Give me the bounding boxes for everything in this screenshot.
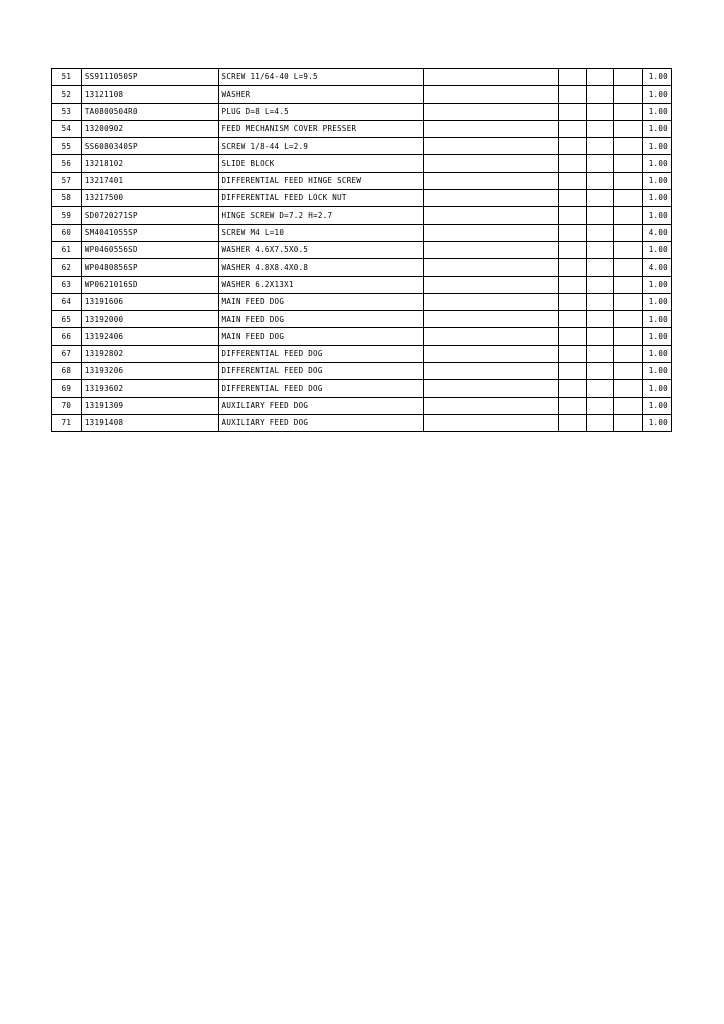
blank-cell (586, 380, 614, 397)
quantity-cell: 1.00 (643, 172, 672, 189)
blank-cell (586, 120, 614, 137)
blank-cell (586, 397, 614, 414)
blank-cell (586, 414, 614, 431)
part-number-cell: 13192000 (81, 311, 218, 328)
blank-cell (614, 172, 643, 189)
blank-cell (424, 241, 559, 258)
table-row (52, 311, 672, 328)
part-number-cell: 13217500 (81, 190, 218, 207)
blank-cell (614, 328, 643, 345)
blank-cell (558, 172, 586, 189)
description-cell: AUXILIARY FEED DOG (218, 397, 424, 414)
part-number-cell: 13121108 (81, 86, 218, 103)
blank-cell (614, 259, 643, 276)
quantity-cell: 1.00 (643, 276, 672, 293)
item-number-cell: 61 (52, 241, 82, 258)
table-row (52, 69, 672, 86)
table-row (52, 363, 672, 380)
description-cell: WASHER (218, 86, 424, 103)
blank-cell (614, 293, 643, 310)
table-row (52, 259, 672, 276)
blank-cell (586, 103, 614, 120)
item-number-cell: 56 (52, 155, 82, 172)
quantity-cell: 1.00 (643, 380, 672, 397)
quantity-cell: 4.00 (643, 259, 672, 276)
part-number-cell: 13191606 (81, 293, 218, 310)
item-number-cell: 53 (52, 103, 82, 120)
table-row (52, 345, 672, 362)
parts-table-body (52, 69, 672, 432)
item-number-cell: 63 (52, 276, 82, 293)
blank-cell (586, 293, 614, 310)
table-row (52, 172, 672, 189)
blank-cell (424, 293, 559, 310)
blank-cell (614, 241, 643, 258)
table-row (52, 190, 672, 207)
blank-cell (558, 259, 586, 276)
item-number-cell: 67 (52, 345, 82, 362)
item-number-cell: 66 (52, 328, 82, 345)
blank-cell (558, 155, 586, 172)
quantity-cell: 1.00 (643, 120, 672, 137)
blank-cell (586, 363, 614, 380)
part-number-cell: 13192802 (81, 345, 218, 362)
blank-cell (558, 414, 586, 431)
blank-cell (558, 380, 586, 397)
blank-cell (586, 86, 614, 103)
part-number-cell: WP0621016SD (81, 276, 218, 293)
blank-cell (586, 241, 614, 258)
blank-cell (586, 345, 614, 362)
item-number-cell: 70 (52, 397, 82, 414)
quantity-cell: 1.00 (643, 363, 672, 380)
item-number-cell: 71 (52, 414, 82, 431)
item-number-cell: 58 (52, 190, 82, 207)
table-row (52, 241, 672, 258)
blank-cell (586, 328, 614, 345)
quantity-cell: 1.00 (643, 241, 672, 258)
item-number-cell: 57 (52, 172, 82, 189)
blank-cell (586, 224, 614, 241)
blank-cell (424, 397, 559, 414)
part-number-cell: SS9111050SP (81, 69, 218, 86)
quantity-cell: 1.00 (643, 293, 672, 310)
blank-cell (424, 155, 559, 172)
description-cell: DIFFERENTIAL FEED DOG (218, 363, 424, 380)
description-cell: SCREW M4 L=10 (218, 224, 424, 241)
blank-cell (558, 103, 586, 120)
blank-cell (614, 103, 643, 120)
blank-cell (614, 155, 643, 172)
blank-cell (558, 138, 586, 155)
quantity-cell: 1.00 (643, 190, 672, 207)
blank-cell (424, 311, 559, 328)
part-number-cell: 13192406 (81, 328, 218, 345)
item-number-cell: 54 (52, 120, 82, 137)
table-row (52, 380, 672, 397)
description-cell: WASHER 4.6X7.5X0.5 (218, 241, 424, 258)
item-number-cell: 51 (52, 69, 82, 86)
blank-cell (614, 207, 643, 224)
blank-cell (424, 207, 559, 224)
blank-cell (424, 172, 559, 189)
blank-cell (614, 311, 643, 328)
description-cell: HINGE SCREW D=7.2 H=2.7 (218, 207, 424, 224)
blank-cell (614, 190, 643, 207)
blank-cell (614, 276, 643, 293)
description-cell: MAIN FEED DOG (218, 328, 424, 345)
blank-cell (614, 397, 643, 414)
blank-cell (614, 414, 643, 431)
table-row (52, 397, 672, 414)
blank-cell (424, 380, 559, 397)
blank-cell (558, 86, 586, 103)
part-number-cell: SD0720271SP (81, 207, 218, 224)
description-cell: SCREW 11/64-40 L=9.5 (218, 69, 424, 86)
part-number-cell: TA0800504R0 (81, 103, 218, 120)
blank-cell (558, 224, 586, 241)
quantity-cell: 1.00 (643, 311, 672, 328)
item-number-cell: 65 (52, 311, 82, 328)
quantity-cell: 1.00 (643, 414, 672, 431)
table-row (52, 293, 672, 310)
quantity-cell: 1.00 (643, 86, 672, 103)
blank-cell (614, 69, 643, 86)
description-cell: SLIDE BLOCK (218, 155, 424, 172)
part-number-cell: WP0460556SD (81, 241, 218, 258)
quantity-cell: 4.00 (643, 224, 672, 241)
description-cell: DIFFERENTIAL FEED DOG (218, 380, 424, 397)
blank-cell (424, 345, 559, 362)
item-number-cell: 64 (52, 293, 82, 310)
quantity-cell: 1.00 (643, 328, 672, 345)
blank-cell (586, 69, 614, 86)
blank-cell (614, 138, 643, 155)
part-number-cell: 13217401 (81, 172, 218, 189)
description-cell: AUXILIARY FEED DOG (218, 414, 424, 431)
description-cell: DIFFERENTIAL FEED HINGE SCREW (218, 172, 424, 189)
table-row (52, 103, 672, 120)
item-number-cell: 52 (52, 86, 82, 103)
table-row (52, 276, 672, 293)
blank-cell (558, 120, 586, 137)
part-number-cell: 13191309 (81, 397, 218, 414)
item-number-cell: 69 (52, 380, 82, 397)
blank-cell (586, 276, 614, 293)
blank-cell (558, 311, 586, 328)
blank-cell (424, 259, 559, 276)
item-number-cell: 62 (52, 259, 82, 276)
blank-cell (586, 172, 614, 189)
part-number-cell: 13218102 (81, 155, 218, 172)
blank-cell (614, 363, 643, 380)
description-cell: WASHER 4.8X8.4X0.8 (218, 259, 424, 276)
item-number-cell: 59 (52, 207, 82, 224)
blank-cell (558, 397, 586, 414)
blank-cell (424, 69, 559, 86)
blank-cell (558, 363, 586, 380)
description-cell: PLUG D=8 L=4.5 (218, 103, 424, 120)
table-row (52, 328, 672, 345)
description-cell: DIFFERENTIAL FEED LOCK NUT (218, 190, 424, 207)
table-row (52, 207, 672, 224)
blank-cell (586, 259, 614, 276)
part-number-cell: SS6080340SP (81, 138, 218, 155)
part-number-cell: 13200902 (81, 120, 218, 137)
blank-cell (424, 224, 559, 241)
table-row (52, 120, 672, 137)
blank-cell (586, 190, 614, 207)
blank-cell (614, 120, 643, 137)
table-row (52, 155, 672, 172)
blank-cell (424, 120, 559, 137)
description-cell: FEED MECHANISM COVER PRESSER (218, 120, 424, 137)
description-cell: SCREW 1/8-44 L=2.9 (218, 138, 424, 155)
quantity-cell: 1.00 (643, 207, 672, 224)
part-number-cell: WP0480856SP (81, 259, 218, 276)
part-number-cell: 13191408 (81, 414, 218, 431)
part-number-cell: 13193206 (81, 363, 218, 380)
item-number-cell: 55 (52, 138, 82, 155)
quantity-cell: 1.00 (643, 103, 672, 120)
blank-cell (424, 86, 559, 103)
blank-cell (614, 345, 643, 362)
description-cell: MAIN FEED DOG (218, 311, 424, 328)
blank-cell (424, 363, 559, 380)
blank-cell (558, 207, 586, 224)
description-cell: WASHER 6.2X13X1 (218, 276, 424, 293)
item-number-cell: 60 (52, 224, 82, 241)
blank-cell (424, 414, 559, 431)
blank-cell (586, 155, 614, 172)
blank-cell (424, 138, 559, 155)
quantity-cell: 1.00 (643, 397, 672, 414)
blank-cell (424, 103, 559, 120)
blank-cell (558, 276, 586, 293)
blank-cell (424, 328, 559, 345)
table-row (52, 414, 672, 431)
description-cell: DIFFERENTIAL FEED DOG (218, 345, 424, 362)
blank-cell (614, 380, 643, 397)
blank-cell (614, 86, 643, 103)
item-number-cell: 68 (52, 363, 82, 380)
table-row (52, 86, 672, 103)
quantity-cell: 1.00 (643, 138, 672, 155)
table-row (52, 138, 672, 155)
part-number-cell: SM4041055SP (81, 224, 218, 241)
blank-cell (424, 276, 559, 293)
table-row (52, 224, 672, 241)
blank-cell (614, 224, 643, 241)
blank-cell (586, 138, 614, 155)
blank-cell (558, 345, 586, 362)
blank-cell (558, 190, 586, 207)
description-cell: MAIN FEED DOG (218, 293, 424, 310)
blank-cell (586, 207, 614, 224)
blank-cell (558, 293, 586, 310)
blank-cell (558, 328, 586, 345)
blank-cell (558, 69, 586, 86)
part-number-cell: 13193602 (81, 380, 218, 397)
quantity-cell: 1.00 (643, 155, 672, 172)
quantity-cell: 1.00 (643, 69, 672, 86)
blank-cell (586, 311, 614, 328)
blank-cell (424, 190, 559, 207)
parts-table (51, 68, 672, 432)
blank-cell (558, 241, 586, 258)
quantity-cell: 1.00 (643, 345, 672, 362)
